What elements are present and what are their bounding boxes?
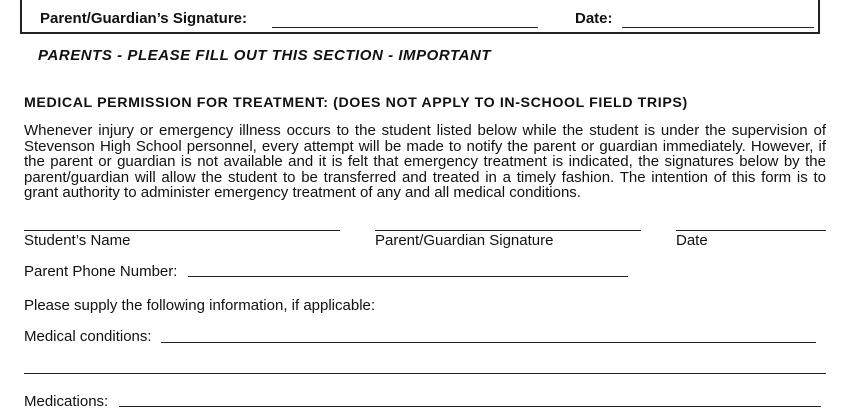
medical-conditions-field-2[interactable] — [24, 373, 826, 374]
student-name-field[interactable] — [24, 230, 340, 231]
signature-date-label: Date — [676, 232, 708, 249]
parent-signature-field[interactable] — [375, 230, 641, 231]
parent-signature-label: Parent/Guardian Signature — [375, 232, 554, 249]
date-field[interactable] — [622, 27, 814, 28]
parent-phone-field[interactable] — [188, 276, 628, 277]
medical-heading: MEDICAL PERMISSION FOR TREATMENT: (DOES NOT APPLY TO IN-SCHOOL FIELD TRIPS) — [24, 95, 688, 111]
supply-info-text: Please supply the following information, if applicable: — [24, 297, 376, 314]
medical-paragraph: Whenever injury or emergency illness occurs to the student listed below while the student is under the supervision of Stevenson High School personnel, every attempt will be made to notify the parent or guardian immediately. However, if the parent or guardian is not available and it is felt that emergency treatment is indicated, the signatures below by the parent/guardian will allow the student to be transferred and treated in a timely fashion. The intention of this form is to grant authority to administer emergency treatment of any and all medical conditions. — [24, 122, 826, 201]
date-label: Date: — [575, 10, 613, 27]
medical-conditions-field[interactable] — [161, 342, 816, 343]
signature-field[interactable] — [272, 27, 538, 28]
signature-label: Parent/Guardian’s Signature: — [40, 10, 247, 27]
signature-date-field[interactable] — [676, 230, 826, 231]
medications-field[interactable] — [119, 406, 821, 407]
parent-phone-label: Parent Phone Number: — [24, 263, 178, 280]
section-heading: PARENTS - PLEASE FILL OUT THIS SECTION - IMPORTANT — [38, 47, 492, 64]
medical-conditions-label: Medical conditions: — [24, 328, 152, 345]
medications-label: Medications: — [24, 393, 109, 410]
student-name-label: Student’s Name — [24, 232, 131, 249]
